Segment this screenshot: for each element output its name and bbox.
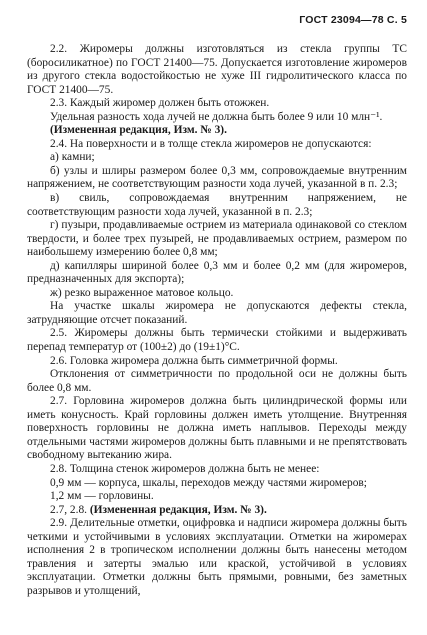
amendment-note-2: [27, 504, 407, 518]
list-item-g: г) пузыри, продавливаемые острием из материала одинаковой со стеклом твердости, и более трех пузырей, не продавливаемых острием, размером по наибольшему измерению более 0,8 мм;: [27, 219, 407, 259]
amendment-note-1: [27, 124, 407, 138]
paragraph-2-6: 2.6. Головка жиромера должна быть симметричной формы.: [50, 354, 338, 367]
paragraph-2-8: 2.8. Толщина стенок жиромеров должна быть не менее:: [50, 462, 320, 475]
amendment-note-1-text: (Измененная редакция, Изм. № 3).: [50, 124, 227, 137]
list-item-zh: ж) резко выраженное матовое кольцо.: [50, 286, 234, 299]
paragraph-2-2: 2.2. Жиромеры должны изготовляться из стекла группы ТС (боросиликатное) по ГОСТ 21400—75. Допускается изготовление жиромеров из другого стекла водостойкостью не хуже III гидролитического класса по ГОСТ 21400—75.: [27, 43, 407, 96]
document-body: [27, 43, 407, 598]
paragraph-scale-defects: На участке шкалы жиромера не допускаются дефекты стекла, затрудняющие отсчет показаний.: [27, 300, 407, 326]
list-item-v: в) свиль, сопровождаемая внутренним напряжением, не соответствующим разности хода лучей, указанной в п. 2.3;: [27, 192, 407, 218]
paragraph-symmetry-deviation: Отклонения от симметричности по продольной оси не должны быть более 0,8 мм.: [27, 368, 407, 394]
list-item-a: а) камни;: [50, 151, 95, 164]
list-item-d: д) капилляры шириной более 0,3 мм и более 0,2 мм (для жиромеров, предназначенных для экспорта);: [27, 259, 407, 286]
paragraph-2-3: 2.3. Каждый жиромер должен быть отожжен.: [50, 97, 270, 110]
paragraph-2-9: 2.9. Делительные отметки, оцифровка и надписи жиромера должны быть четкими и устойчивыми в условиях эксплуатации. Отметки на жиромерах исполнения 2 в тропическом исполнении должны быть нанесены методом травления и затерты эмалью или краской, устойчивой в условиях эксплуатации. Отметки должны быть прямыми, ровными, без заметных разрывов и утолщений,: [27, 517, 407, 597]
paragraph-wall-body: 0,9 мм — корпуса, шкалы, переходов между частями жиромеров;: [50, 476, 367, 489]
paragraph-wall-neck: 1,2 мм — горловины.: [50, 490, 154, 503]
paragraph-2-4: 2.4. На поверхности и в толще стекла жиромеров не допускаются:: [50, 137, 372, 150]
amendment-note-2-bold: (Измененная редакция, Изм. № 3).: [89, 503, 267, 516]
paragraph-2-7: 2.7. Горловина жиромеров должна быть цилиндрической формы или иметь конусность. Край горловины должен иметь утолщение. Внутренняя поверхность горловины не должна иметь наплывов. Переходы между отдельными частями жиромеров должны быть плавными и не препятствовать свободному вытеканию жира.: [27, 395, 407, 462]
paragraph-2-5: 2.5. Жиромеры должны быть термически стойкими и выдерживать перепад температур от (100±2) до (19±1)°С.: [27, 327, 407, 354]
list-item-b: б) узлы и шлиры размером более 0,3 мм, сопровождаемые внутренним напряжением, не соответствующим разности хода лучей, указанной в п. 2.3;: [27, 164, 407, 191]
paragraph-path-difference: Удельная разность хода лучей не должна быть более 9 или 10 млн⁻¹.: [50, 110, 383, 123]
amendment-note-2-prefix: 2.7, 2.8.: [50, 503, 90, 516]
running-head: ГОСТ 23094—78 С. 5: [299, 14, 407, 26]
